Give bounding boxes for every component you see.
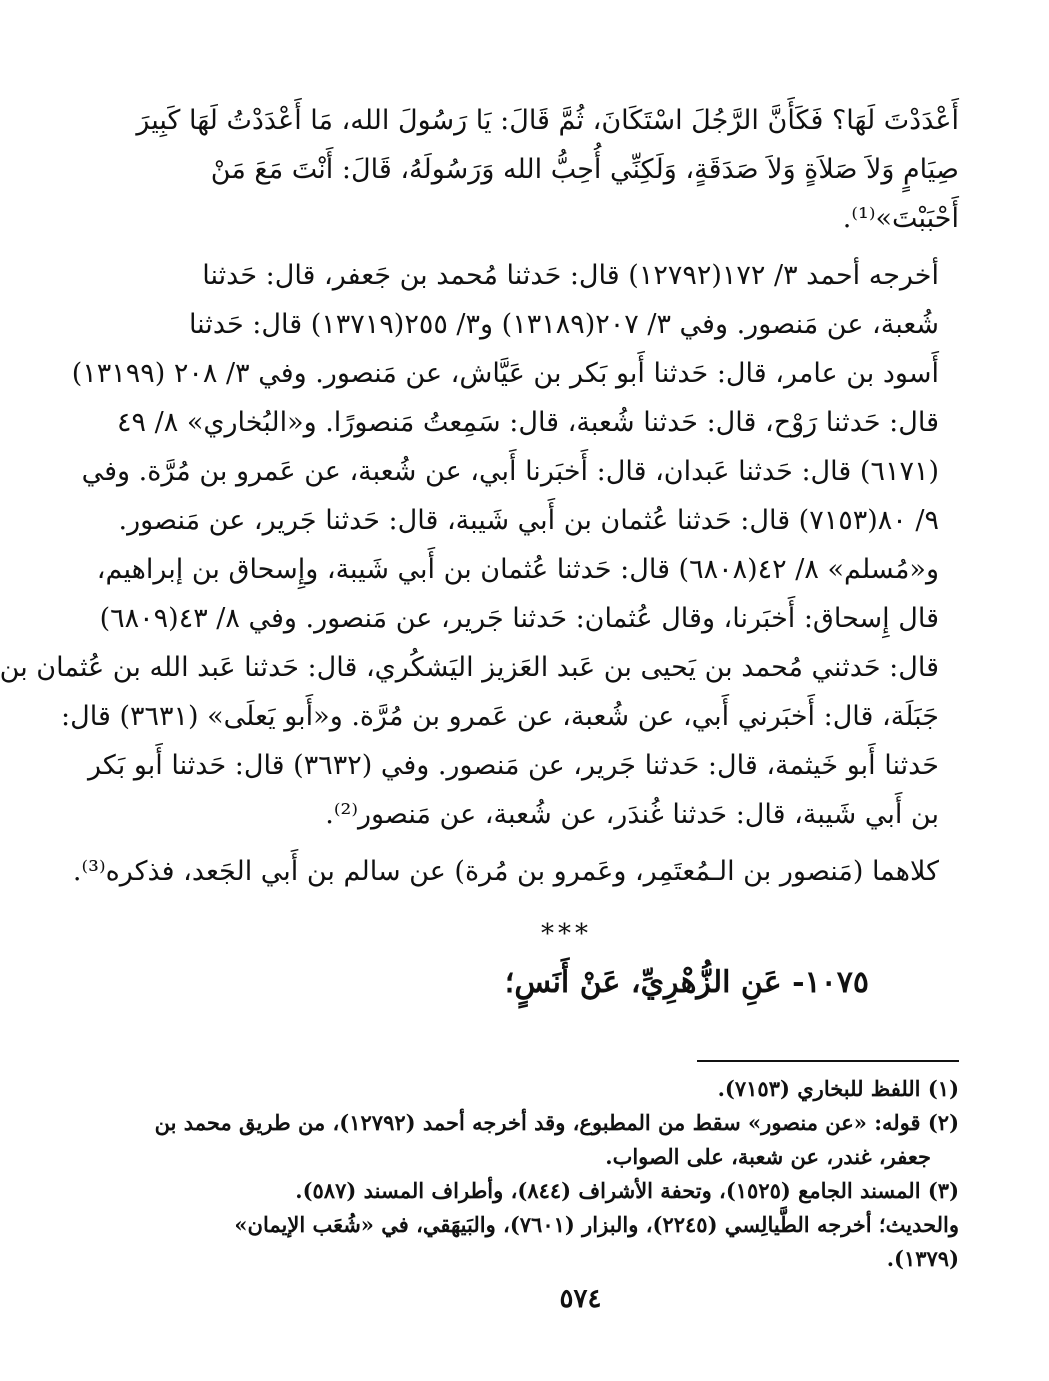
text-line: ٩/ ٨٠(٧١٥٣) قال: حَدثنا عُثمان بن أَبي شَيبة، قال: حَدثنا جَرير، عن مَنصور. <box>118 505 939 536</box>
page-body <box>0 96 959 1276</box>
footnote-line: (١٣٧٩). <box>886 1246 959 1271</box>
summary-paragraph <box>72 847 959 896</box>
text-line: أَسود بن عامر، قال: حَدثنا أَبو بَكر بن عَيَّاش، عن مَنصور. وفي ٣/ ٢٠٨ (١٣١٩٩) <box>71 358 939 389</box>
page-number: ٥٧٤ <box>559 1284 602 1314</box>
text-line: قال إِسحاق: أَخبَرنا، وقال عُثمان: حَدثنا جَرير، عن مَنصور. وفي ٨/ ٤٣(٦٨٠٩) <box>99 603 939 634</box>
text-line: قال: حَدثنا رَوْح، قال: حَدثنا شُعبة، قال: سَمِعتُ مَنصورًا. و«البُخاري» ٨/ ٤٩ <box>117 407 939 438</box>
text-line: جَبَلَة، قال: أَخبَرني أَبي، عن شُعبة، عن عَمرو بن مُرَّة. و«أَبو يَعلَى» (٣٦٣١) قال: <box>61 701 939 732</box>
text-line: أَعْدَدْتَ لَهَا؟ فَكَأَنَّ الرَّجُلَ اسْتَكَانَ، ثُمَّ قَالَ: يَا رَسُولَ الله، مَا أَعْدَدْتُ لَهَا كَبِيرَ <box>136 105 959 136</box>
hadith-text-paragraph <box>136 96 959 243</box>
footnote-line: جعفر، غندر، عن شعبة، على الصواب. <box>605 1144 931 1169</box>
text-line: و«مُسلم» ٨/ ٤٢(٦٨٠٨) قال: حَدثنا عُثمان بن أَبي شَيبة، وإِسحاق بن إبراهيم، <box>96 554 939 585</box>
text-line: حَدثنا أَبو خَيثمة، قال: حَدثنا جَرير، عن مَنصور. وفي (٣٦٣٢) قال: حَدثنا أَبو بَكر <box>87 750 939 781</box>
takhrij-paragraph <box>0 251 959 839</box>
footnote-line: (٢) قوله: «عن منصور» سقط من المطبوع، وقد أخرجه أحمد (١٢٧٩٢)، من طريق محمد بن <box>154 1110 959 1135</box>
text-line: شُعبة، عن مَنصور. وفي ٣/ ٢٠٧(١٣١٨٩) و٣/ ٢٥٥(١٣٧١٩) قال: حَدثنا <box>188 309 939 340</box>
footnote-3 <box>174 1174 959 1208</box>
text-line: صِيَامٍ وَلاَ صَلاَةٍ وَلاَ صَدَقَةٍ، وَلَكِنِّي أُحِبُّ الله وَرَسُولَهُ، قَالَ: أَنْتَ مَعَ مَنْ <box>210 154 959 185</box>
footnote-4 <box>174 1208 959 1242</box>
footnote-line: والحديث؛ أخرجه الطَّيالِسي (٢٢٤٥)، والبزار (٧٦٠١)، والبَيهَقي، في «شُعَب الإيمان» <box>234 1212 959 1237</box>
footnote-2 <box>154 1106 959 1140</box>
footnote-4-continuation <box>174 1242 959 1276</box>
footnote-2-continuation <box>174 1140 959 1174</box>
footnote-line: (١) اللفظ للبخاري (٧١٥٣). <box>717 1076 959 1101</box>
footnote-divider <box>697 1060 959 1062</box>
footnote-1 <box>174 1072 959 1106</box>
text-line: قال: حَدثني مُحمد بن يَحيى بن عَبد العَزيز اليَشكُري، قال: حَدثنا عَبد الله بن عُثمان بن <box>0 652 939 683</box>
text-line: (٦١٧١) قال: حَدثنا عَبدان، قال: أَخبَرنا أَبي، عن شُعبة، عن عَمرو بن مُرَّة. وفي <box>81 456 939 487</box>
text-line: أخرجه أحمد ٣/ ١٧٢(١٢٧٩٢) قال: حَدثنا مُحمد بن جَعفر، قال: حَدثنا <box>202 260 939 291</box>
hadith-heading: ١٠٧٥- عَنِ الزُّهْرِيِّ، عَنْ أَنَسٍ؛ <box>504 965 869 1000</box>
text-line: كلاهما (مَنصور بن الـمُعتَمِر، وعَمرو بن مُرة) عن سالم بن أَبي الجَعد، فذكره⁽³⁾. <box>72 856 939 887</box>
footnote-line: (٣) المسند الجامع (١٥٢٥)، وتحفة الأشراف (٨٤٤)، وأطراف المسند (٥٨٧). <box>295 1178 959 1203</box>
section-separator: *** <box>541 919 592 949</box>
text-line: أَحْبَبْتَ»⁽¹⁾. <box>842 203 959 234</box>
text-line: بن أَبي شَيبة، قال: حَدثنا غُندَر، عن شُعبة، عن مَنصور⁽²⁾. <box>325 799 939 830</box>
